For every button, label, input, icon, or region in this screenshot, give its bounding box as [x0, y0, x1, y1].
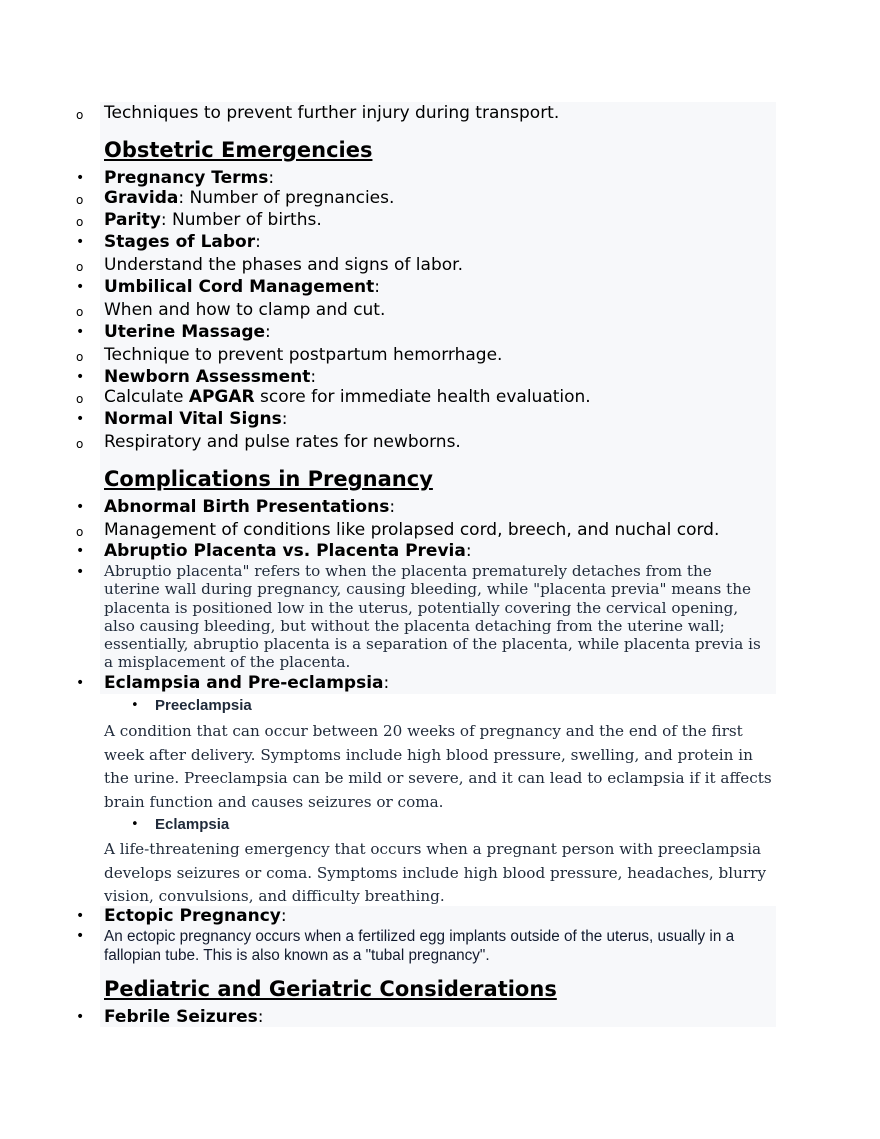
list-item: Ectopic Pregnancy: — [104, 906, 287, 926]
bullet: • — [76, 411, 85, 427]
list-item: Parity: Number of births. — [104, 210, 322, 230]
list-item: Newborn Assessment: — [104, 367, 317, 387]
bullet: • — [76, 279, 85, 295]
subheading-eclampsia: Eclampsia — [155, 816, 230, 833]
bullet: • — [76, 499, 85, 515]
list-item: Pregnancy Terms: — [104, 168, 275, 188]
preeclampsia-paragraph: A condition that can occur between 20 weeks of pregnancy and the end of the first week after delivery. Symptoms include high blood pressure, swelling, and protein in the urine. Preeclampsia can be mild or severe, and it can lead to eclampsia if it affects brain function and causes seizures or coma. — [104, 722, 772, 812]
circle-bullet: o — [76, 193, 84, 207]
list-item: Gravida: Number of pregnancies. — [104, 188, 395, 208]
list-item: Uterine Massage: — [104, 322, 271, 342]
abruptio-paragraph: Abruptio placenta" refers to when the placenta prematurely detaches from the uterine wall during pregnancy, causing bleeding, while "placenta previa" means the placenta is positioned low in the uterus, potentially covering the cervical opening, also causing bleeding, but without the placenta detaching from the uterine wall; essentially, abruptio placenta is a separation of the placenta, while placenta previa is a misplacement of the placenta. — [104, 562, 761, 672]
ectopic-paragraph: An ectopic pregnancy occurs when a fertilized egg implants outside of the uterus, usually in a fallopian tube. This is also known as a "tubal pregnancy". — [104, 928, 735, 964]
list-item: Techniques to prevent further injury during transport. — [104, 103, 560, 123]
list-item: Calculate APGAR score for immediate health evaluation. — [104, 387, 591, 407]
subheading-preeclampsia: Preeclampsia — [155, 697, 252, 714]
circle-bullet: o — [76, 392, 84, 406]
bullet: • — [76, 369, 85, 385]
circle-bullet: o — [76, 215, 84, 229]
section-heading: Complications in Pregnancy — [104, 467, 433, 491]
bullet: • — [76, 908, 85, 924]
list-item: Abnormal Birth Presentations: — [104, 497, 396, 517]
bullet: • — [76, 675, 85, 691]
sub-bullet: • — [131, 698, 139, 713]
eclampsia-paragraph: A life-threatening emergency that occurs when a pregnant person with preeclampsia develops seizures or coma. Symptoms include high blood pressure, headaches, blurry vision, convulsions, and difficulty breathing. — [104, 840, 767, 906]
sub-bullet: • — [131, 817, 139, 832]
bullet: • — [76, 564, 85, 580]
circle-bullet: o — [76, 350, 84, 364]
list-item: Normal Vital Signs: — [104, 409, 288, 429]
list-item: Umbilical Cord Management: — [104, 277, 380, 297]
circle-bullet: o — [76, 305, 84, 319]
circle-bullet: o — [76, 437, 84, 451]
list-item: Abruptio Placenta vs. Placenta Previa: — [104, 541, 472, 561]
list-item: Stages of Labor: — [104, 232, 261, 252]
list-item: Eclampsia and Pre-eclampsia: — [104, 673, 390, 693]
list-item: Febrile Seizures: — [104, 1007, 264, 1027]
circle-bullet: o — [76, 108, 84, 122]
list-item: Respiratory and pulse rates for newborns. — [104, 432, 461, 452]
section-heading: Pediatric and Geriatric Considerations — [104, 977, 557, 1001]
list-item: Management of conditions like prolapsed cord, breech, and nuchal cord. — [104, 520, 720, 540]
bullet: • — [76, 170, 85, 186]
bullet: • — [76, 234, 85, 250]
bullet: • — [76, 928, 85, 944]
section-heading: Obstetric Emergencies — [104, 138, 373, 162]
bullet: • — [76, 1009, 85, 1025]
bullet: • — [76, 324, 85, 340]
list-item: Understand the phases and signs of labor. — [104, 255, 463, 275]
circle-bullet: o — [76, 260, 84, 274]
list-item: When and how to clamp and cut. — [104, 300, 386, 320]
list-item: Technique to prevent postpartum hemorrhage. — [104, 345, 503, 365]
bullet: • — [76, 543, 85, 559]
circle-bullet: o — [76, 525, 84, 539]
